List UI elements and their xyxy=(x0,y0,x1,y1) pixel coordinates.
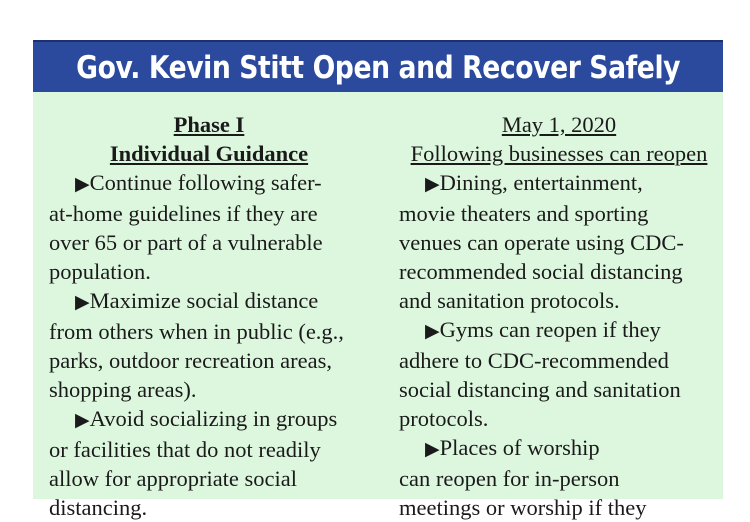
bullet-text: shopping areas). xyxy=(49,377,197,402)
right-triangle-icon: ▶ xyxy=(425,439,440,460)
phase-heading: Phase I xyxy=(173,112,245,137)
bullet-text: adhere to CDC-recommended xyxy=(399,348,669,373)
bullet-text: parks, outdoor recreation areas, xyxy=(49,348,332,373)
bullet-text: population. xyxy=(49,259,151,284)
bullet-text: venues can operate using CDC- xyxy=(399,230,684,255)
phase-guidance-column xyxy=(49,110,369,522)
banner-title: Gov. Kevin Stitt Open and Recover Safely xyxy=(76,50,680,86)
bullet-item xyxy=(49,286,369,404)
bullet-item xyxy=(49,404,369,522)
bullet-text: Places of worship xyxy=(439,435,600,460)
guidance-panel xyxy=(33,92,723,520)
bullet-text: at-home guidelines if they are xyxy=(49,201,318,226)
bullet-text: Dining, entertainment, xyxy=(439,170,643,195)
bullet-text: can reopen for in-person xyxy=(399,466,620,491)
right-triangle-icon: ▶ xyxy=(425,174,440,195)
date-heading: May 1, 2020 xyxy=(501,112,617,137)
right-triangle-icon: ▶ xyxy=(75,174,90,195)
bullet-text: allow for appropriate social xyxy=(49,466,298,491)
individual-guidance-heading: Individual Guidance xyxy=(109,141,309,166)
bullet-item xyxy=(49,168,369,286)
right-triangle-icon: ▶ xyxy=(75,292,90,313)
bullet-text: Gyms can reopen if they xyxy=(439,317,661,342)
bullet-text: meetings or worship if they xyxy=(399,495,647,520)
bullet-text: distancing. xyxy=(49,495,148,520)
bullet-item xyxy=(399,315,719,433)
bullet-text: Maximize social distance xyxy=(89,288,319,313)
bullet-text: protocols. xyxy=(399,406,489,431)
bullet-text: recommended social distancing xyxy=(399,259,683,284)
title-banner xyxy=(33,40,723,94)
bullet-text: over 65 or part of a vulnerable xyxy=(49,230,323,255)
bullet-text: from others when in public (e.g., xyxy=(49,319,344,344)
business-reopening-column xyxy=(399,110,719,522)
right-triangle-icon: ▶ xyxy=(425,321,440,342)
bullet-text: movie theaters and sporting xyxy=(399,201,649,226)
bullet-text: and sanitation protocols. xyxy=(399,288,620,313)
bullet-text: Avoid socializing in groups xyxy=(89,406,338,431)
bullet-item xyxy=(399,433,719,522)
bullet-text: social distancing and sanitation xyxy=(399,377,681,402)
bullet-text: Continue following safer- xyxy=(89,170,322,195)
bullet-text: or facilities that do not readily xyxy=(49,437,321,462)
right-triangle-icon: ▶ xyxy=(75,410,90,431)
businesses-heading: Following businesses can reopen xyxy=(410,141,708,166)
bullet-item xyxy=(399,168,719,315)
